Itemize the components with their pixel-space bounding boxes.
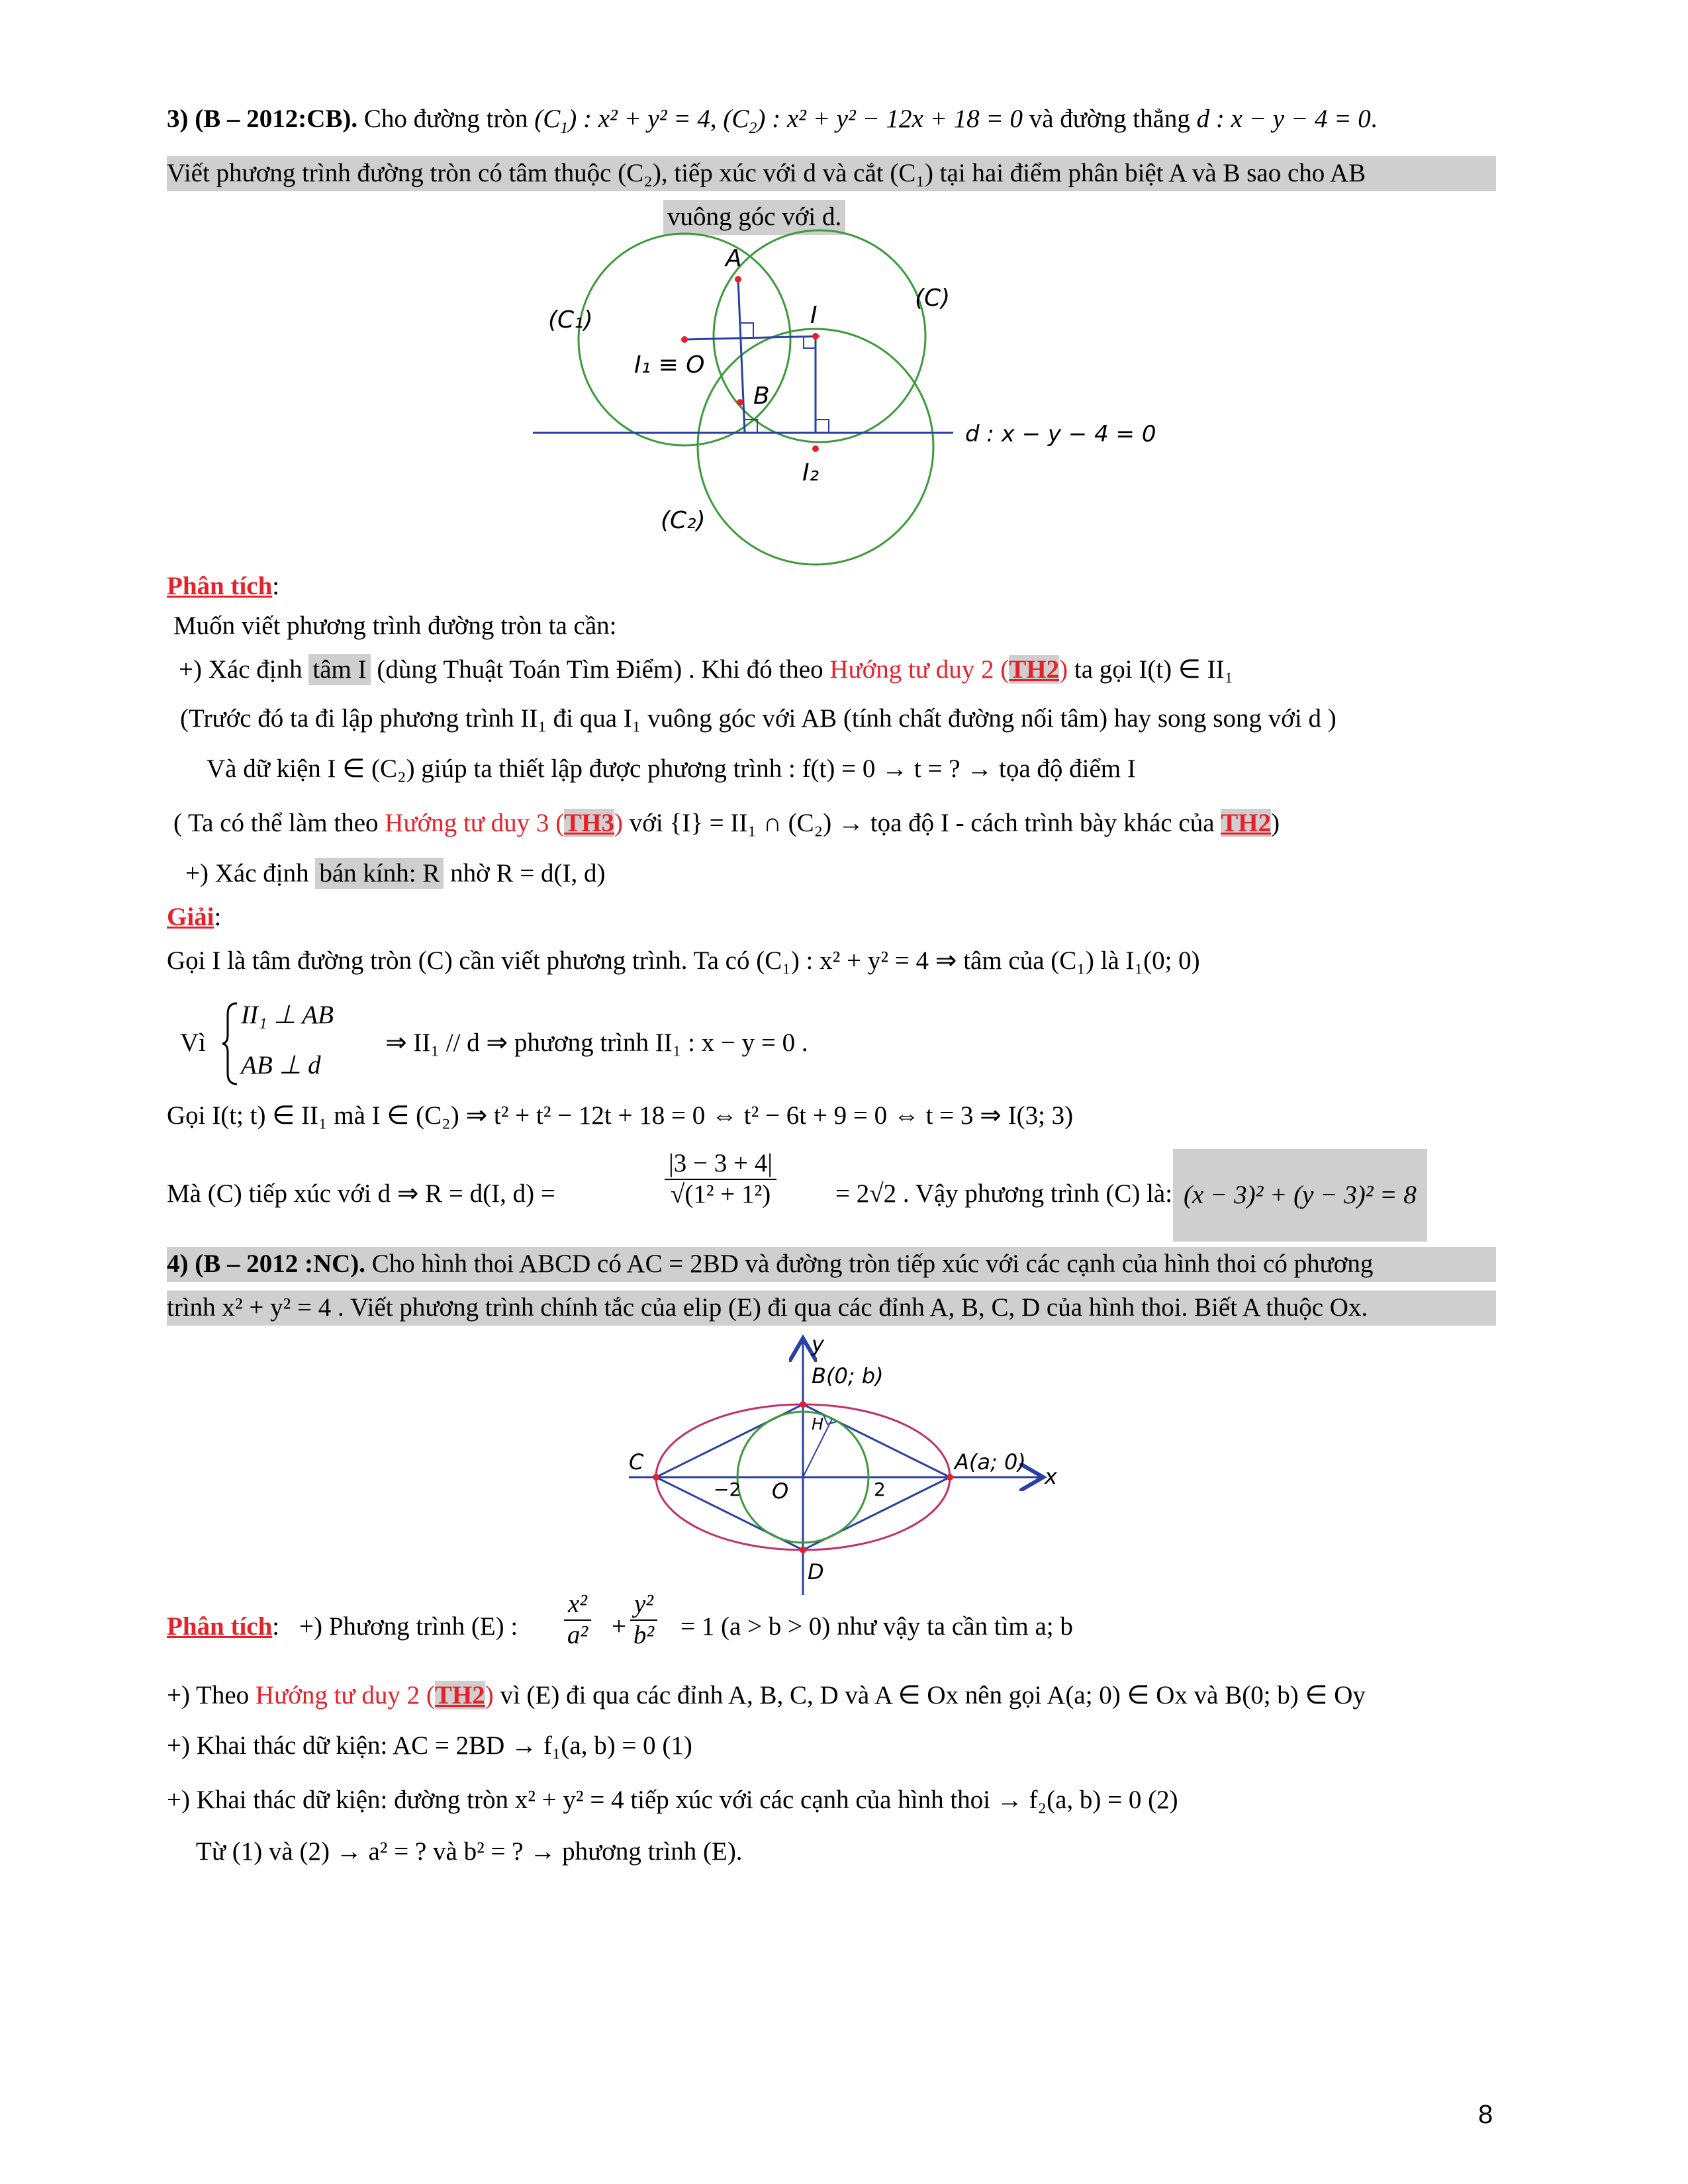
p4-p2-htd: Hướng tư duy 2 [255, 1681, 420, 1709]
p3-line3: vuông góc với d. [663, 200, 845, 235]
right-angle-1 [741, 323, 753, 338]
p3-line2: Viết phương trình đường tròn có tâm thuộc (C₂), tiếp xúc với d và cắt (C₁) tại hai điểm phân biệt A và B sao cho AB [167, 156, 1496, 191]
p3-s4-num: |3 − 3 + 4| [665, 1149, 776, 1180]
label-c-vertex: C [629, 1449, 644, 1475]
p3-a6-post: nhờ R = d(I, d) [450, 859, 606, 887]
p3-line1: 3) (B – 2012:CB). Cho đường tròn $(C_1)$ : x² + y² = 4, $(C_2)$ : x² + y² − 12x + 18 = 0 và đường thẳng d : x − y − 4 = 0. [167, 105, 1378, 137]
d-equation: d : x − y − 4 = 0 [1196, 105, 1371, 133]
p3-a1: Muốn viết phương trình đường tròn ta cần: [173, 612, 617, 640]
p3-s4-pre: Mà (C) tiếp xúc với d ⇒ R = d(I, d) = [167, 1179, 555, 1208]
p4-figure [616, 1332, 1079, 1602]
label-c1: (C₁) [548, 306, 593, 334]
p3-intro-b: và đường thẳng [1029, 105, 1190, 133]
p3-a2-th2: TH2 [1009, 655, 1060, 684]
label-minus2: −2 [714, 1479, 741, 1500]
p3-a2-mid: (dùng Thuật Toán Tìm Điểm) . Khi đó theo [377, 655, 823, 684]
p4-p2-th2: TH2 [434, 1681, 485, 1709]
p3-a6 [185, 859, 605, 889]
p4-p5: Từ (1) và (2) → a² = ? và b² = ? → phương trình (E). [196, 1837, 743, 1866]
p3-analysis-title-row: Phân tích: [167, 572, 280, 600]
p3-s2-bot: AB ⊥ d [241, 1051, 321, 1079]
p3-a5-pre: ( Ta có thể làm theo [173, 809, 379, 837]
p3-a2-pre: +) Xác định [179, 655, 303, 684]
p4-frac-x-den: a² [567, 1620, 588, 1649]
p4-p2-pre: +) Theo [167, 1681, 250, 1709]
p4-label: 4) (B – 2012 :NC). [167, 1250, 366, 1278]
point-i [812, 333, 819, 340]
p3-s3: Gọi I(t; t) ∈ II₁ mà I ∈ (C₂) ⇒ t² + t² − 12t + 18 = 0 ⇔ t² − 6t + 9 = 0 ⇔ t = 3 ⇒ I(3; 3) [167, 1101, 1074, 1130]
label-d-vertex: D [808, 1559, 824, 1584]
c1-equation: x² + y² = 4 [598, 105, 710, 133]
p4-line2: trình x² + y² = 4 . Viết phương trình chính tắc của elip (E) đi qua các đỉnh A, B, C, D của hình thoi. Biết A thuộc Ox. [167, 1291, 1496, 1326]
label-h: H [812, 1415, 824, 1433]
label-o: O [772, 1479, 789, 1504]
p4-frac-y-den: b² [633, 1620, 655, 1649]
p4-frac-x [564, 1590, 591, 1651]
point-c-left [653, 1474, 659, 1480]
p4-frac-y-num: y² [630, 1590, 657, 1621]
point-a [735, 276, 741, 283]
segment-i1-i [684, 336, 820, 340]
point-o [681, 336, 688, 343]
p4-analysis-title: Phân tích [167, 1612, 273, 1641]
c2-equation: x² + y² − 12x + 18 = 0 [786, 105, 1023, 133]
point-a-right [947, 1474, 953, 1480]
label-b-coord: B(0; b) [812, 1363, 884, 1388]
p3-a5-th2: TH2 [1221, 809, 1272, 837]
p3-s4-fraction [665, 1149, 776, 1210]
label-i: I [810, 302, 818, 329]
label-plus2: 2 [874, 1479, 886, 1500]
p4-p1-post: = 1 (a > b > 0) như vậy ta cần tìm a; b [680, 1612, 1073, 1641]
p4-frac-x-num: x² [564, 1590, 591, 1621]
p3-s4-den: √(1² + 1²) [670, 1179, 771, 1208]
p3-a5: ( Ta có thể làm theo Hướng tư duy 3 (TH3) với {I} = II₁ ∩ (C₂) → tọa độ I - cách trình bày khác của TH2) [173, 809, 1280, 837]
p3-a5-mid: với {I} = II₁ ∩ (C₂) → tọa độ I - cách trình bày khác của [629, 809, 1215, 837]
label-i2: I₂ [802, 459, 820, 486]
p3-a6-pre: +) Xác định [185, 859, 309, 887]
p3-s1: Gọi I là tâm đường tròn (C) cần viết phương trình. Ta có (C₁) : x² + y² = 4 ⇒ tâm của (C₁) là I₁(0; 0) [167, 946, 1200, 975]
p3-solution-title-row: Giải: [167, 903, 222, 931]
p3-a6-bk: bán kính: R [315, 858, 444, 889]
p4-p4: +) Khai thác dữ kiện: đường tròn x² + y² = 4 tiếp xúc với các cạnh của hình thoi → f₂(a, b) = 0 (2) [167, 1786, 1178, 1814]
p4-line1-text: Cho hình thoi ABCD có AC = 2BD và đường tròn tiếp xúc với các cạnh của hình thoi có phương [371, 1250, 1374, 1278]
point-d-bottom [800, 1547, 806, 1553]
p4-p2: +) Theo Hướng tư duy 2 (TH2) vì (E) đi qua các đỉnh A, B, C, D và A ∈ Ox nên gọi A(a; 0) ∈ Ox và B(0; b) ∈ Oy [167, 1681, 1366, 1709]
p3-s4-mid: = 2√2 . Vậy phương trình (C) là: [835, 1179, 1173, 1208]
label-a-coord: A(a; 0) [955, 1449, 1026, 1475]
p3-analysis-title: Phân tích [167, 572, 273, 600]
point-b-top [800, 1401, 806, 1408]
p3-a2-htd: Hướng tư duy 2 [829, 655, 994, 684]
p3-a4: Và dữ kiện I ∈ (C₂) giúp ta thiết lập được phương trình : f(t) = 0 → t = ? → tọa độ điểm I [207, 754, 1136, 783]
p3-s2-post: ⇒ II₁ // d ⇒ phương trình II₁ : x − y = 0 . [385, 1028, 808, 1057]
p4-analysis-title-row: Phân tích: [167, 1612, 280, 1641]
label-y: y [812, 1332, 824, 1357]
p3-a5-th3: TH3 [564, 809, 615, 837]
label-i1-o: I₁ ≡ O [634, 351, 705, 379]
p3-a2-post: ta gọi I(t) ∈ II₁ [1074, 655, 1234, 684]
page-number: 8 [1478, 2100, 1493, 2129]
right-angle-3 [816, 420, 829, 433]
p3-a3: (Trước đó ta đi lập phương trình II₁ đi qua I₁ vuông góc với AB (tính chất đường nối tâm) hay song song với d ) [180, 704, 1336, 733]
point-i2 [812, 445, 819, 452]
label-x: x [1045, 1464, 1057, 1489]
p3-solution-title: Giải [167, 903, 214, 931]
label-c: (C) [915, 285, 951, 312]
p4-p1-pre: +) Phương trình (E) : [299, 1612, 518, 1641]
label-d: d : x − y − 4 = 0 [965, 421, 1156, 447]
p4-line1 [167, 1247, 1496, 1282]
left-brace [221, 1001, 240, 1087]
p4-frac-y [630, 1590, 657, 1651]
p3-a5-htd: Hướng tư duy 3 [385, 809, 549, 837]
p4-p2-post: vì (E) đi qua các đỉnh A, B, C, D và A ∈ Ox nên gọi A(a; 0) ∈ Ox và B(0; b) ∈ Oy [500, 1681, 1366, 1709]
p3-a2-tam: tâm I [308, 654, 370, 685]
point-b [737, 399, 743, 406]
p3-figure [523, 238, 1158, 596]
p4-p3: +) Khai thác dữ kiện: AC = 2BD → f₁(a, b) = 0 (1) [167, 1731, 692, 1760]
p3-label: 3) (B – 2012:CB). [167, 105, 358, 133]
p3-s2-top: II₁ ⊥ AB [241, 1001, 334, 1029]
p3-s2-vi: Vì [180, 1028, 206, 1057]
p3-s4-answer: (x − 3)² + (y − 3)² = 8 [1173, 1149, 1427, 1242]
p3-intro: Cho đường tròn [363, 105, 528, 133]
label-c2: (C₂) [661, 507, 706, 534]
p3-a2: +) Xác định tâm I (dùng Thuật Toán Tìm Điểm) . Khi đó theo Hướng tư duy 2 (TH2) ta gọi I(t) ∈ II₁ [179, 655, 1234, 684]
label-a: A [726, 245, 742, 272]
label-b: B [753, 383, 770, 410]
